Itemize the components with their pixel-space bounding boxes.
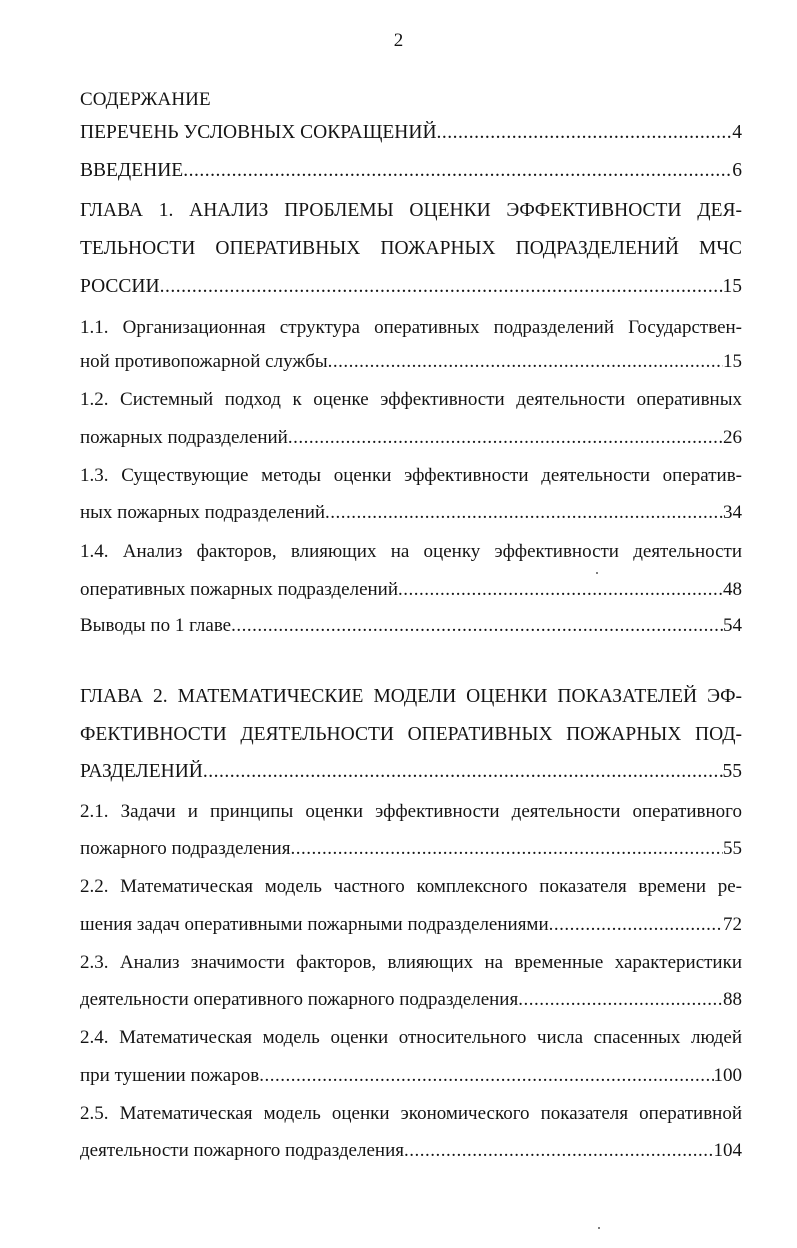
toc-page-number: 6 bbox=[732, 160, 742, 181]
toc-page-number: 72 bbox=[723, 914, 742, 935]
scan-speck bbox=[598, 1227, 600, 1229]
toc-entry-last-line bbox=[80, 1063, 742, 1089]
toc-entry-line: 2.3. Анализ значимости факторов, влияющих на временные характеристики bbox=[80, 952, 742, 973]
toc-dot-leader bbox=[328, 349, 723, 375]
toc-dot-leader bbox=[549, 912, 723, 938]
toc-page-number: 15 bbox=[722, 276, 742, 297]
toc-page-number: 55 bbox=[722, 761, 742, 782]
toc-entry-title: ПЕРЕЧЕНЬ УСЛОВНЫХ СОКРАЩЕНИЙ bbox=[80, 122, 437, 143]
toc-dot-leader bbox=[160, 274, 723, 300]
toc-entry-last-line bbox=[80, 158, 742, 184]
toc-page-number: 15 bbox=[723, 351, 742, 372]
toc-entry-line: 2.1. Задачи и принципы оценки эффективности деятельности оперативного bbox=[80, 801, 742, 822]
toc-entry-last-line bbox=[80, 987, 742, 1013]
toc-entry-title: Выводы по 1 главе bbox=[80, 615, 232, 636]
toc-entry-title: РОССИИ bbox=[80, 276, 160, 297]
toc-entry-line: 1.3. Существующие методы оценки эффективности деятельности оператив- bbox=[80, 465, 742, 486]
toc-dot-leader bbox=[404, 1138, 714, 1164]
toc-entry-last-line bbox=[80, 349, 742, 375]
toc-entry-last-line bbox=[80, 425, 742, 451]
toc-dot-leader bbox=[259, 1063, 713, 1089]
toc-entry-last-line bbox=[80, 1138, 742, 1164]
toc-entry-line: 1.2. Системный подход к оценке эффективности деятельности оперативных bbox=[80, 389, 742, 410]
toc-page-number: 55 bbox=[723, 838, 742, 859]
toc-entry-line: ФЕКТИВНОСТИ ДЕЯТЕЛЬНОСТИ ОПЕРАТИВНЫХ ПОЖАРНЫХ ПОД- bbox=[80, 724, 742, 745]
toc-page-number: 4 bbox=[732, 122, 742, 143]
toc-dot-leader bbox=[183, 158, 732, 184]
toc-dot-leader bbox=[290, 836, 723, 862]
toc-entry-last-line bbox=[80, 120, 742, 146]
toc-page-number: 88 bbox=[723, 989, 742, 1010]
toc-entry-title: пожарных подразделений bbox=[80, 427, 288, 448]
toc-entry-line: ГЛАВА 2. МАТЕМАТИЧЕСКИЕ МОДЕЛИ ОЦЕНКИ ПОКАЗАТЕЛЕЙ ЭФ- bbox=[80, 686, 742, 707]
toc-entry-line: 2.4. Математическая модель оценки относительного числа спасенных людей bbox=[80, 1027, 742, 1048]
toc-entry-title: пожарного подразделения bbox=[80, 838, 291, 859]
toc-entry-last-line bbox=[80, 613, 742, 639]
toc-entry-title: при тушении пожаров bbox=[80, 1065, 260, 1086]
toc-entry-last-line bbox=[80, 836, 742, 862]
toc-entry-last-line bbox=[80, 577, 742, 603]
toc-entry-line: 2.2. Математическая модель частного комплексного показателя времени ре- bbox=[80, 876, 742, 897]
toc-entry-title: ной противопожарной службы bbox=[80, 351, 328, 372]
toc-entry-title: ВВЕДЕНИЕ bbox=[80, 160, 184, 181]
toc-dot-leader bbox=[518, 987, 723, 1013]
toc-entry-title: деятельности оперативного пожарного подразделения bbox=[80, 989, 519, 1010]
toc-dot-leader bbox=[398, 577, 723, 603]
toc-dot-leader bbox=[288, 425, 723, 451]
toc-dot-leader bbox=[231, 613, 723, 639]
toc-entry-line: ТЕЛЬНОСТИ ОПЕРАТИВНЫХ ПОЖАРНЫХ ПОДРАЗДЕЛЕНИЙ МЧС bbox=[80, 238, 742, 259]
toc-page-number: 100 bbox=[713, 1065, 742, 1086]
toc-entry-last-line bbox=[80, 274, 742, 300]
page-number: 2 bbox=[393, 30, 404, 51]
toc-entry-line: ГЛАВА 1. АНАЛИЗ ПРОБЛЕМЫ ОЦЕНКИ ЭФФЕКТИВНОСТИ ДЕЯ- bbox=[80, 200, 742, 221]
toc-dot-leader bbox=[437, 120, 733, 146]
toc-page-number: 54 bbox=[723, 615, 742, 636]
toc-page-number: 26 bbox=[723, 427, 742, 448]
toc-entry-title: ных пожарных подразделений bbox=[80, 502, 326, 523]
toc-entry-last-line bbox=[80, 759, 742, 785]
toc-entry-last-line bbox=[80, 500, 742, 526]
toc-entry-title: шения задач оперативными пожарными подразделениями bbox=[80, 914, 549, 935]
toc-dot-leader bbox=[203, 759, 723, 785]
toc-page-number: 104 bbox=[713, 1140, 742, 1161]
scan-speck bbox=[596, 572, 598, 574]
toc-page-number: 48 bbox=[723, 579, 742, 600]
toc-entry-line: 1.1. Организационная структура оперативных подразделений Государствен- bbox=[80, 317, 742, 338]
toc-entry-title: деятельности пожарного подразделения bbox=[80, 1140, 404, 1161]
toc-title: СОДЕРЖАНИЕ bbox=[80, 89, 211, 110]
toc-entry-title: РАЗДЕЛЕНИЙ bbox=[80, 761, 203, 782]
toc-entry-line: 2.5. Математическая модель оценки экономического показателя оперативной bbox=[80, 1103, 742, 1124]
toc-entry-line: 1.4. Анализ факторов, влияющих на оценку эффективности деятельности bbox=[80, 541, 742, 562]
toc-entry-title: оперативных пожарных подразделений bbox=[80, 579, 399, 600]
toc-dot-leader bbox=[325, 500, 723, 526]
toc-page-number: 34 bbox=[723, 502, 742, 523]
toc-entry-last-line bbox=[80, 912, 742, 938]
